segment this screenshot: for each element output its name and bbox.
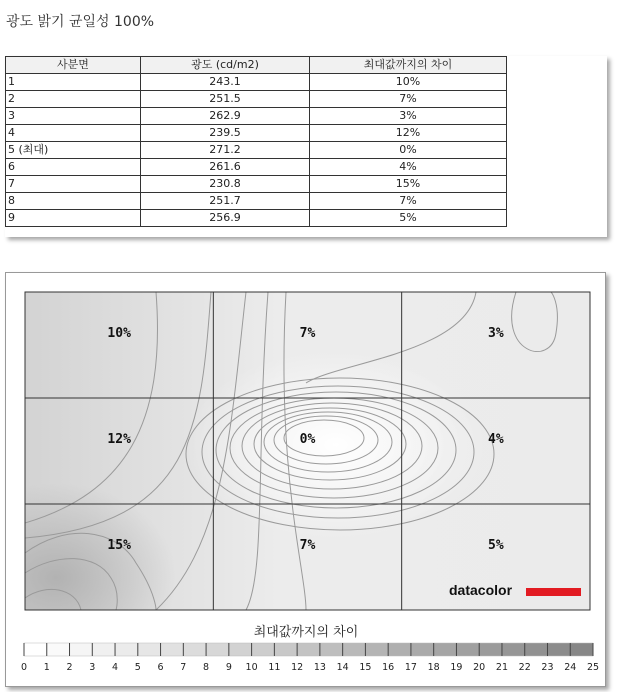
scale-tick-label: 0 [20, 662, 28, 673]
table-row [6, 108, 507, 125]
cell-difference: 7% [310, 193, 507, 210]
cell-value-label: 12% [107, 432, 131, 448]
header-difference: 최대값까지의 차이 [310, 57, 507, 74]
uniformity-chart [6, 273, 605, 686]
cell-quadrant: 9 [6, 210, 141, 227]
cell-value-label: 7% [299, 538, 316, 554]
scale-swatch [47, 643, 70, 656]
cell-quadrant: 1 [6, 74, 141, 91]
table-row [6, 142, 507, 159]
scale-tick-label: 23 [541, 662, 554, 673]
scale-tick-label: 2 [66, 662, 73, 673]
scale-swatch [570, 643, 593, 656]
scale-swatch [479, 643, 502, 656]
scale-swatch [320, 643, 343, 656]
cell-luminance: 261.6 [141, 159, 310, 176]
cell-luminance: 251.5 [141, 91, 310, 108]
scale-swatch [252, 643, 275, 656]
scale-tick-label: 22 [518, 662, 531, 673]
cell-luminance: 271.2 [141, 142, 310, 159]
table-row [6, 176, 507, 193]
cell-luminance: 230.8 [141, 176, 310, 193]
scale-swatch [411, 643, 434, 656]
page-title: 광도 밝기 균일성 100% [6, 14, 155, 30]
scale-tick-label: 1 [43, 662, 50, 673]
scale-swatch [525, 643, 548, 656]
luminance-table-panel [5, 56, 607, 237]
scale-tick-label: 24 [564, 662, 577, 673]
scale-swatch [297, 643, 320, 656]
scale-swatch [547, 643, 570, 656]
cell-luminance: 243.1 [141, 74, 310, 91]
scale-swatch [70, 643, 93, 656]
cell-luminance: 239.5 [141, 125, 310, 142]
cell-luminance: 251.7 [141, 193, 310, 210]
cell-quadrant: 8 [6, 193, 141, 210]
table-row [6, 74, 507, 91]
scale-tick-label: 11 [268, 662, 281, 673]
scale-tick-label: 4 [112, 662, 119, 673]
scale-swatch [274, 643, 297, 656]
header-luminance: 광도 (cd/m2) [141, 57, 310, 74]
cell-value-label: 10% [107, 326, 131, 342]
scale-label: 최대값까지의 차이 [253, 625, 359, 640]
cell-difference: 15% [310, 176, 507, 193]
scale-tick-label: 15 [359, 662, 372, 673]
scale-swatch [434, 643, 457, 656]
table-header-row [6, 57, 507, 74]
scale-swatch [229, 643, 252, 656]
scale-swatch [343, 643, 366, 656]
scale-swatch [92, 643, 115, 656]
cell-difference: 7% [310, 91, 507, 108]
cell-quadrant: 5 (최대) [6, 142, 141, 159]
cell-difference: 12% [310, 125, 507, 142]
scale-tick-label: 5 [134, 662, 141, 673]
table-row [6, 210, 507, 227]
cell-value-label: 0% [299, 432, 316, 448]
uniformity-chart-panel [5, 272, 606, 687]
cell-value-label: 7% [299, 326, 316, 342]
scale-tick-label: 10 [245, 662, 258, 673]
scale-tick-label: 8 [203, 662, 210, 673]
cell-difference: 3% [310, 108, 507, 125]
cell-luminance: 262.9 [141, 108, 310, 125]
scale-swatch [161, 643, 184, 656]
table-row [6, 125, 507, 142]
scale-tick-label: 9 [225, 662, 232, 673]
cell-difference: 0% [310, 142, 507, 159]
scale-swatch [365, 643, 388, 656]
scale-tick-label: 3 [89, 662, 96, 673]
cell-luminance: 256.9 [141, 210, 310, 227]
scale-tick-label: 6 [157, 662, 164, 673]
scale-swatch [206, 643, 229, 656]
table-row [6, 193, 507, 210]
table-row [6, 91, 507, 108]
table-row [6, 159, 507, 176]
luminance-table [5, 56, 507, 227]
cell-quadrant: 4 [6, 125, 141, 142]
cell-value-label: 4% [488, 432, 504, 448]
cell-quadrant: 6 [6, 159, 141, 176]
scale-tick-label: 18 [427, 662, 440, 673]
scale-swatch [183, 643, 206, 656]
datacolor-logo-bar [526, 588, 581, 596]
scale-tick-label: 13 [313, 662, 326, 673]
cell-quadrant: 2 [6, 91, 141, 108]
datacolor-logo-text: datacolor [449, 582, 513, 598]
scale-tick-label: 7 [180, 662, 187, 673]
cell-value-label: 15% [107, 538, 131, 554]
cell-quadrant: 3 [6, 108, 141, 125]
cell-difference: 4% [310, 159, 507, 176]
scale-swatch [502, 643, 525, 656]
cell-value-label: 5% [488, 538, 504, 554]
scale-tick-label: 19 [450, 662, 463, 673]
scale-swatch [24, 643, 47, 656]
scale-swatch [115, 643, 138, 656]
scale-tick-label: 12 [291, 662, 304, 673]
header-quadrant: 사분면 [6, 57, 141, 74]
cell-value-label: 3% [488, 326, 504, 342]
cell-difference: 5% [310, 210, 507, 227]
scale-tick-label: 20 [473, 662, 486, 673]
scale-swatch [388, 643, 411, 656]
cell-quadrant: 7 [6, 176, 141, 193]
scale-swatch [456, 643, 479, 656]
scale-swatch [138, 643, 161, 656]
scale-tick-label: 16 [382, 662, 395, 673]
scale-tick-label: 25 [586, 662, 600, 673]
scale-tick-label: 14 [336, 662, 349, 673]
scale-tick-label: 17 [404, 662, 417, 673]
scale-tick-label: 21 [495, 662, 509, 673]
cell-difference: 10% [310, 74, 507, 91]
